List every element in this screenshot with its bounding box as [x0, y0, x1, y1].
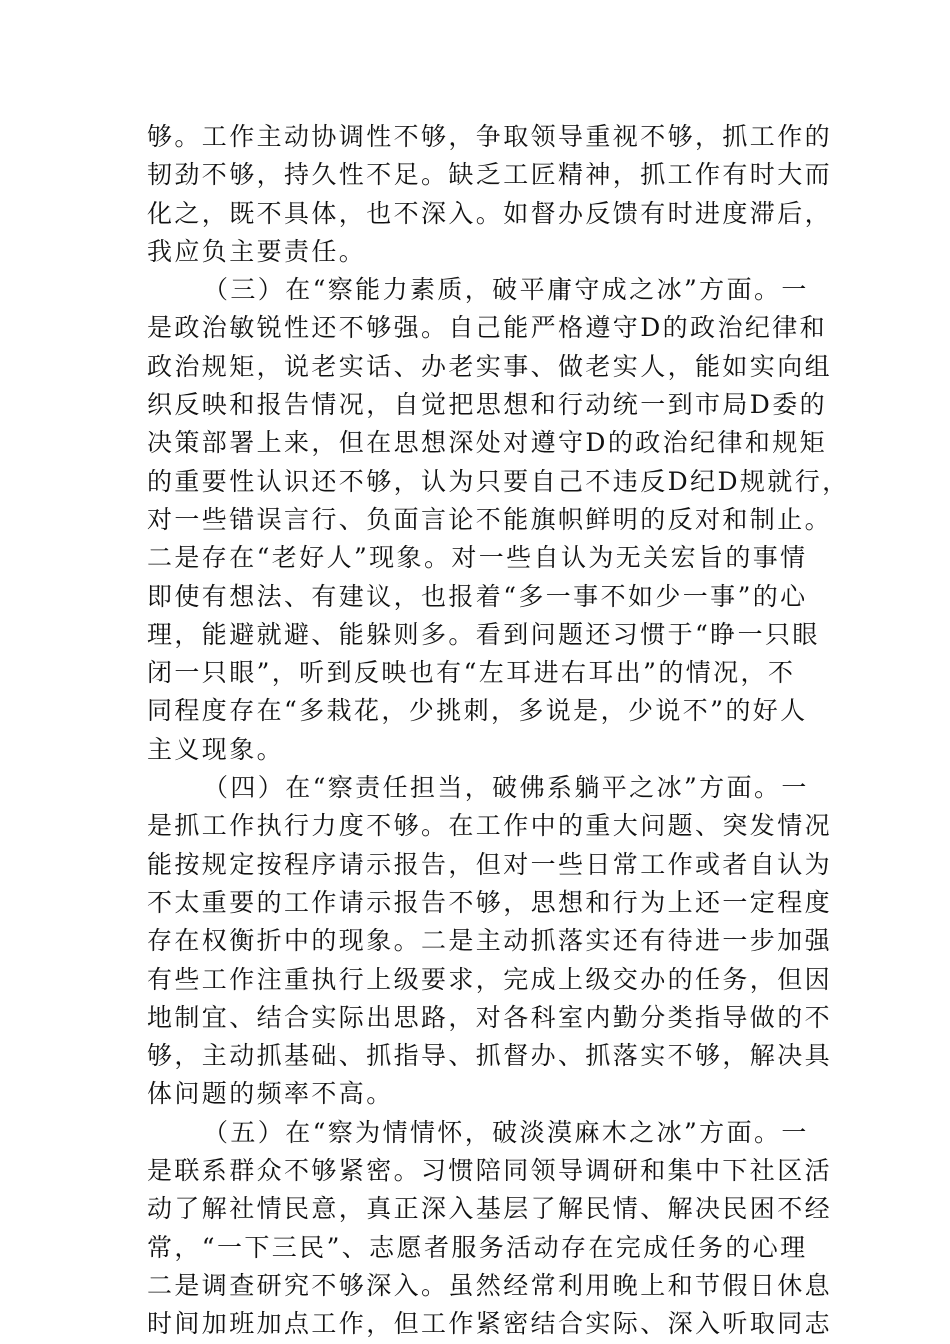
text-line: 我应负主要责任。 — [147, 236, 367, 266]
text-line: 闭一只眼”，听到反映也有“左耳进右耳出”的情况，不 — [147, 658, 796, 688]
text-line: 不太重要的工作请示报告不够，思想和行为上还一定程度 — [147, 887, 833, 917]
text-line: 够。工作主动协调性不够，争取领导重视不够，抓工作的 — [147, 122, 833, 151]
text-line: 对一些错误言行、负面言论不能旗帜鲜明的反对和制止。 — [147, 504, 833, 534]
text-line: 时间加班加点工作，但工作紧密结合实际、深入听取同志 — [147, 1309, 833, 1339]
text-line: 织反映和报告情况，自觉把思想和行动统一到市局D委的 — [147, 390, 828, 420]
text-line: 化之，既不具体，也不深入。如督办反馈有时进度滞后， — [147, 198, 833, 228]
paragraph-heading-line: （五）在“察为情情怀，破淡漠麻木之冰”方面。一 — [203, 1117, 809, 1147]
text-line: 韧劲不够，持久性不足。缺乏工匠精神，抓工作有时大而 — [147, 160, 833, 190]
body-text — [147, 118, 850, 1344]
text-line: 二是调查研究不够深入。虽然经常利用晚上和节假日休息 — [147, 1270, 833, 1300]
text-line: 动了解社情民意，真正深入基层了解民情、解决民困不经 — [147, 1194, 833, 1224]
text-line: 的重要性认识还不够，认为只要自己不违反D纪D规就行， — [147, 466, 850, 496]
text-line: 体问题的频率不高。 — [147, 1079, 394, 1109]
text-line: 有些工作注重执行上级要求，完成上级交办的任务，但因 — [147, 964, 833, 994]
text-line: 同程度存在“多栽花，少挑刺，多说是，少说不”的好人 — [147, 696, 808, 726]
text-line: 决策部署上来，但在思想深处对遵守D的政治纪律和规矩 — [147, 428, 828, 458]
text-line: 主义现象。 — [147, 734, 285, 764]
paragraph-heading-line: （三）在“察能力素质，破平庸守成之冰”方面。一 — [203, 275, 809, 305]
text-line: 能按规定按程序请示报告，但对一些日常工作或者自认为 — [147, 849, 833, 879]
text-line: 常，“一下三民”、志愿者服务活动存在完成任务的心理 — [147, 1232, 808, 1262]
text-line: 即使有想法、有建议，也报着“多一事不如少一事”的心 — [147, 581, 808, 611]
text-line: 是抓工作执行力度不够。在工作中的重大问题、突发情况 — [147, 811, 833, 841]
text-line: 是政治敏锐性还不够强。自己能严格遵守D的政治纪律和 — [147, 313, 828, 343]
text-line: 够，主动抓基础、抓指导、抓督办、抓落实不够，解决具 — [147, 1041, 833, 1071]
text-line: 二是存在“老好人”现象。对一些自认为无关宏旨的事情 — [147, 543, 808, 573]
text-line: 政治规矩，说老实话、办老实事、做老实人，能如实向组 — [147, 351, 833, 381]
text-line: 地制宜、结合实际出思路，对各科室内勤分类指导做的不 — [147, 1002, 833, 1032]
text-line: 存在权衡折中的现象。二是主动抓落实还有待进一步加强 — [147, 926, 833, 956]
paragraph-heading-line: （四）在“察责任担当，破佛系躺平之冰”方面。一 — [203, 773, 809, 803]
text-line: 是联系群众不够紧密。习惯陪同领导调研和集中下社区活 — [147, 1156, 833, 1186]
text-line: 理，能避就避、能躲则多。看到问题还习惯于“睁一只眼 — [147, 619, 820, 649]
